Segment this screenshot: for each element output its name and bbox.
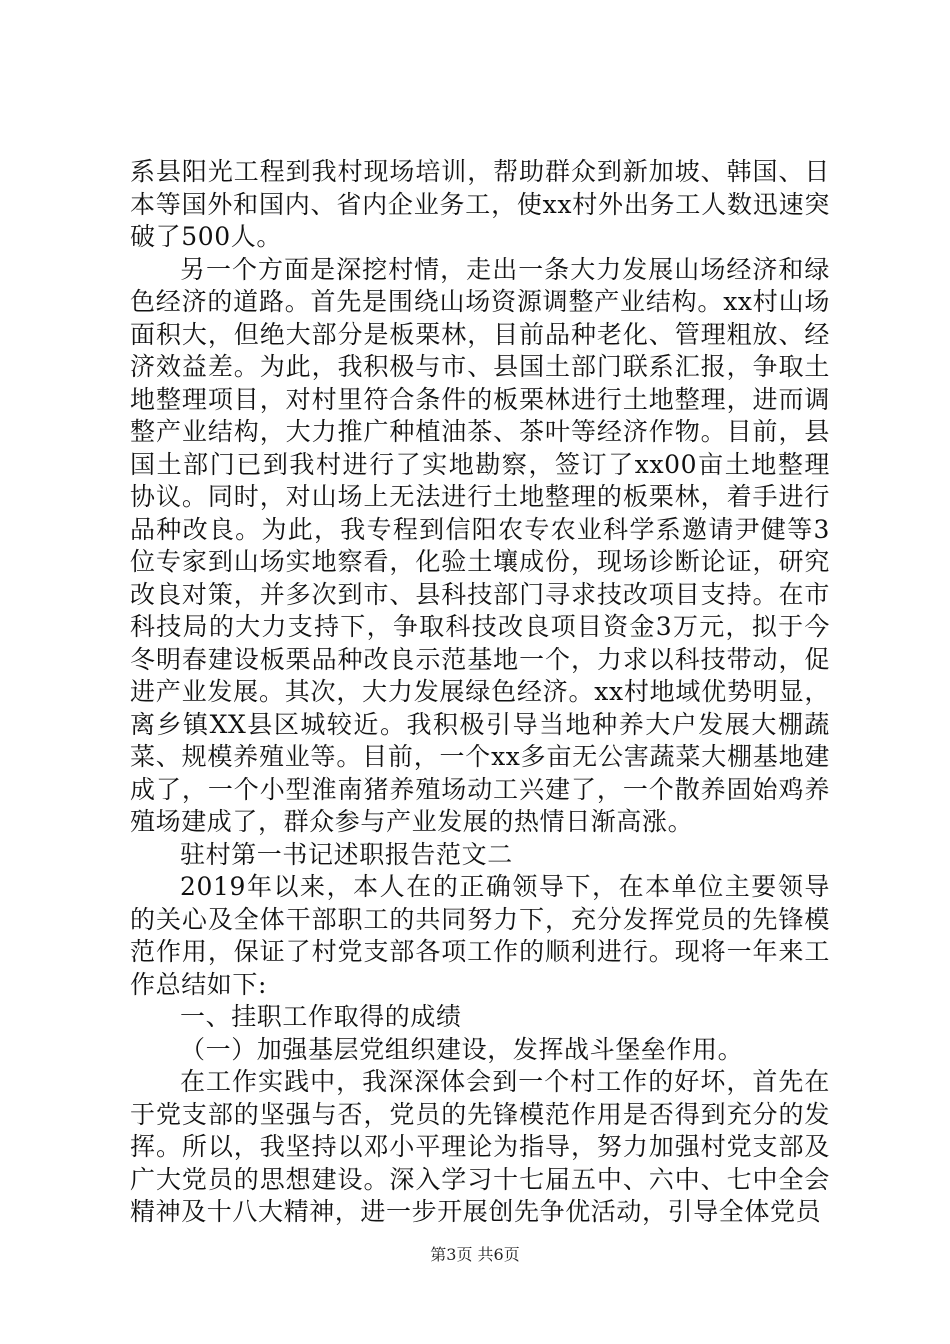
paragraph-mountain-economy: 另一个方面是深挖村情，走出一条大力发展山场经济和绿色经济的道路。首先是围绕山场资源调整产业结构。xx村山场面积大，但绝大部分是板栗林，目前品种老化、管理粗放、经济效益差。为此，我积极与市、县国土部门联系汇报，争取土地整理项目，对村里符合条件的板栗林进行土地整理，进而调整产业结构，大力推广种植油茶、茶叶等经济作物。目前，县国土部门已到我村进行了实地勘察，签订了xx00亩土地整理协议。同时，对山场上无法进行土地整理的板栗林，着手进行品种改良。为此，我专程到信阳农专农业科学系邀请尹健等3位专家到山场实地察看，化验土壤成份，现场诊断论证，研究改良对策，并多次到市、县科技部门寻求技改项目支持。在市科技局的大力支持下，争取科技改良项目资金3万元，拟于今冬明春建设板栗品种改良示范基地一个，力求以科技带动，促进产业发展。其次，大力发展绿色经济。xx村地域优势明显，离乡镇XX县区城较近。我积极引导当地种养大户发展大棚蔬菜、规模养殖业等。目前，一个xx多亩无公害蔬菜大棚基地建成了，一个小型淮南猪养殖场动工兴建了，一个散养固始鸡养殖场建成了，群众参与产业发展的热情日渐高涨。 [130, 254, 830, 836]
subheading-party-building: （一）加强基层党组织建设，发挥战斗堡垒作用。 [180, 1034, 744, 1064]
paragraph-work-practice: 在工作实践中，我深深体会到一个村工作的好坏，首先在于党支部的坚强与否，党员的先锋模范作用是否得到充分的发挥。所以，我坚持以邓小平理论为指导，努力加强村党支部及广大党员的思想建设。深入学习十七届五中、六中、七中全会精神及十八大精神，进一步开展创先争优活动，引导全体党员 [130, 1067, 830, 1226]
section-title-sample-two: 驻村第一书记述职报告范文二 [180, 839, 513, 869]
document-body [130, 156, 830, 1229]
paragraph-continuation: 系县阳光工程到我村现场培训，帮助群众到新加坡、韩国、日本等国外和国内、省内企业务工，使xx村外出务工人数迅速突破了500人。 [130, 157, 830, 251]
page-number-footer: 第3页 共6页 [430, 1245, 520, 1264]
heading-achievements: 一、挂职工作取得的成绩 [180, 1002, 462, 1031]
paragraph-intro-2019: 2019年以来，本人在的正确领导下，在本单位主要领导的关心及全体干部职工的共同努力下，充分发挥党员的先锋模范作用，保证了村党支部各项工作的顺利进行。现将一年来工作总结如下: [130, 872, 830, 999]
